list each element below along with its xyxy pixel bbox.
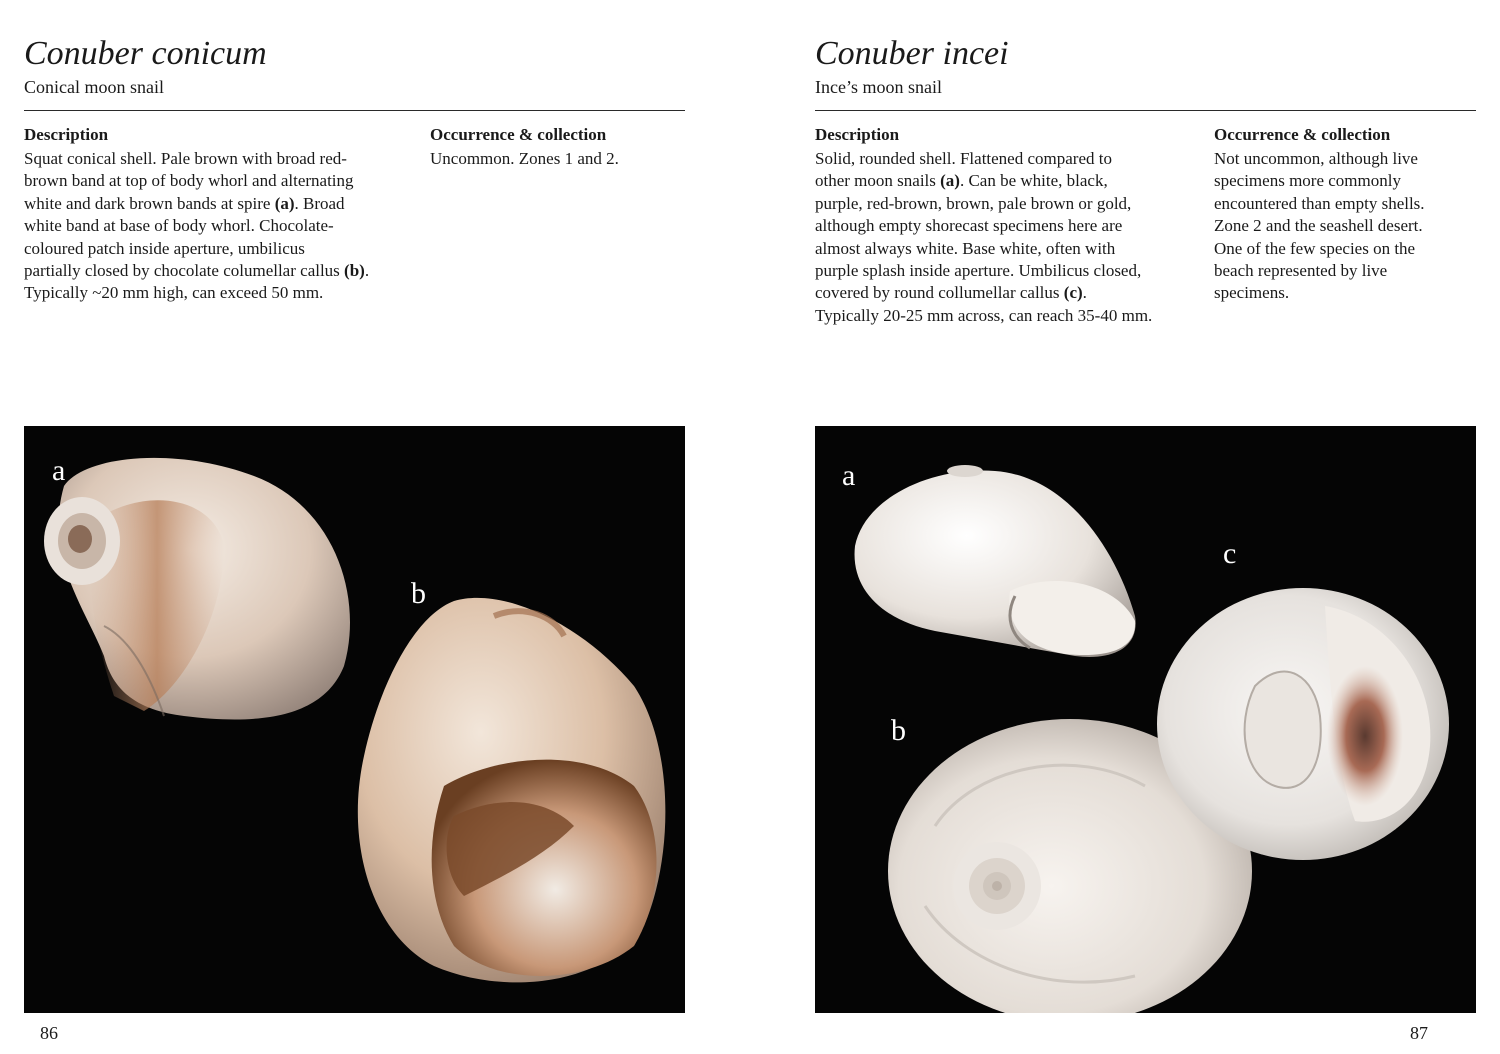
description-heading: Description <box>24 125 109 144</box>
figure-label-a: a <box>52 454 66 487</box>
occurrence-heading: Occurrence & collection <box>430 125 607 144</box>
figure-label-b: b <box>891 714 906 747</box>
left-page <box>24 0 685 1054</box>
shell-photo-incei <box>815 426 1476 1013</box>
description-section <box>815 124 1187 327</box>
right-page <box>815 0 1476 1054</box>
figure-ref-a: (a) <box>940 171 960 191</box>
occurrence-text: Not uncommon, although live specimens more commonly encountered than empty shells. Zone 2 and the seashell desert. One of the few species on the beach represented by live specimens. <box>1214 149 1425 303</box>
species-title: Conuber incei <box>815 35 1009 72</box>
shell-illustration-conicum <box>24 426 685 1013</box>
description-text: Squat conical shell. Pale brown with broad red- brown band at top of body whorl and alternating white and dark brown bands at spire (a). Broad white band at base of body whorl. Chocolate- coloured patch inside aperture, umbilicus partially closed by chocolate columellar callus (b). Typically ~20 mm high, can exceed 50 mm. <box>24 149 370 303</box>
common-name: Ince’s moon snail <box>815 77 942 97</box>
figure-ref-b: (b) <box>344 261 365 281</box>
occurrence-text: Uncommon. Zones 1 and 2. <box>430 149 619 168</box>
figure-ref-c: (c) <box>1063 283 1083 303</box>
page-number: 86 <box>40 1023 58 1043</box>
figure-label-c: c <box>1223 537 1237 570</box>
occurrence-section <box>430 124 680 170</box>
occurrence-section <box>1214 124 1464 305</box>
occurrence-heading: Occurrence & collection <box>1214 125 1391 144</box>
description-heading: Description <box>815 125 900 144</box>
header-rule <box>815 110 1476 111</box>
figure-ref-a: (a) <box>274 193 295 213</box>
header-rule <box>24 110 685 111</box>
shell-photo-conicum <box>24 426 685 1013</box>
description-section <box>24 124 406 305</box>
common-name: Conical moon snail <box>24 77 164 97</box>
figure-label-b: b <box>411 577 426 610</box>
description-text: Solid, rounded shell. Flattened compared to other moon snails (a). Can be white, black, purple, red-brown, brown, pale brown or gold, although empty shorecast specimens here are almost always white. Base white, often with purple splash inside aperture. Umbilicus closed, covered by round collumellar callus (c). Typically 20-25 mm across, can reach 35-40 mm. <box>815 149 1153 325</box>
figure-label-a: a <box>842 459 856 492</box>
page-number: 87 <box>1410 1023 1428 1043</box>
species-title: Conuber conicum <box>24 35 267 72</box>
shell-illustration-incei <box>815 426 1476 1013</box>
